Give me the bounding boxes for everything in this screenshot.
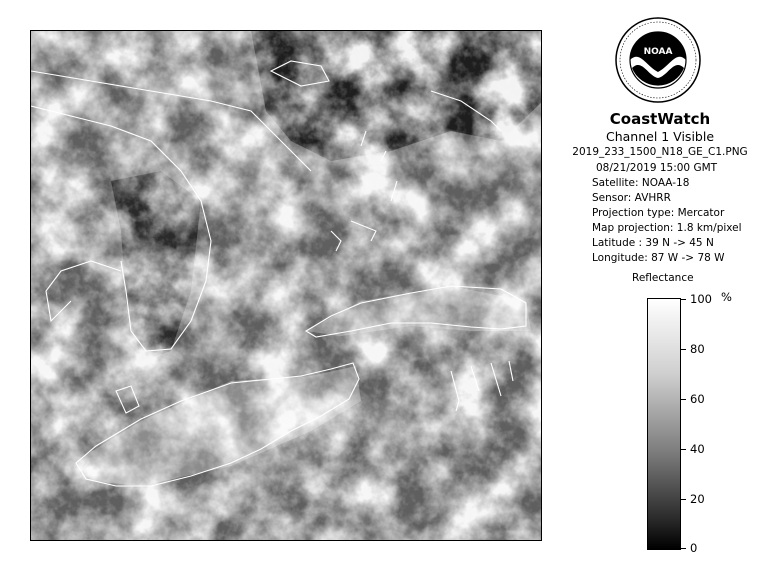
colorbar-label-60: 60 [690,392,705,406]
colorbar-tick [681,499,686,500]
datetime-label: 08/21/2019 15:00 GMT [596,162,718,174]
satellite-image-render [31,31,542,541]
colorbar-tick [681,349,686,350]
colorbar-tick [681,449,686,450]
colorbar-label-0: 0 [690,541,698,555]
latitude-label: Latitude : 39 N -> 45 N [592,237,714,249]
colorbar-tick [681,399,686,400]
colorbar-tick [681,299,686,300]
colorbar-label-100: 100 [690,292,712,306]
app-brand-title: CoastWatch [609,110,711,128]
noaa-logo-icon [614,16,702,104]
colorbar-label-80: 80 [690,342,705,356]
colorbar-title: Reflectance [632,272,694,284]
channel-title: Channel 1 Visible [605,129,715,144]
satellite-image [30,30,542,541]
noaa-logo-text: NOAA [643,47,673,57]
colorbar-unit: % [721,290,732,304]
sensor-label: Sensor: AVHRR [592,192,671,204]
reflectance-colorbar [647,298,681,550]
noaa-logo [614,16,702,104]
longitude-label: Longitude: 87 W -> 78 W [592,252,725,264]
colorbar-label-20: 20 [690,492,705,506]
satellite-label: Satellite: NOAA-18 [592,177,690,189]
map-projection-label: Map projection: 1.8 km/pixel [592,222,742,234]
projection-type-label: Projection type: Mercator [592,207,725,219]
colorbar-label-40: 40 [690,442,705,456]
colorbar-tick [681,548,686,549]
filename-label: 2019_233_1500_N18_GE_C1.PNG [572,146,748,158]
